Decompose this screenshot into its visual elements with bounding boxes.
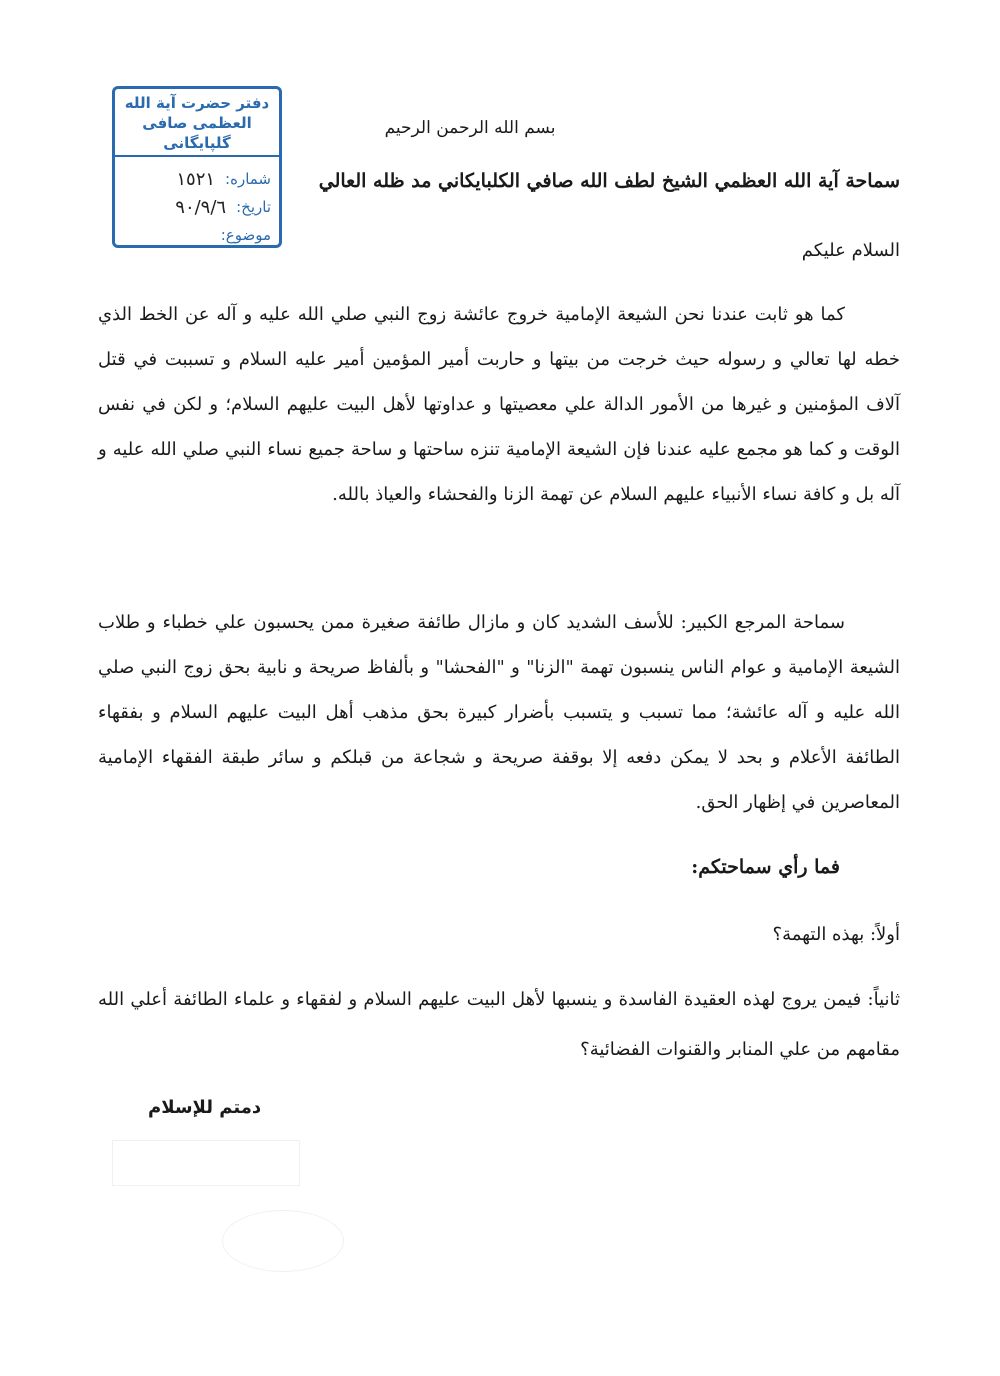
stamp-number-label: شماره: xyxy=(225,170,271,188)
stamp-number-value: ١٥٢١ xyxy=(176,168,216,190)
faint-seal xyxy=(222,1210,344,1272)
office-stamp xyxy=(112,86,282,248)
stamp-subject-label: موضوع: xyxy=(220,226,271,244)
paragraph-2: سماحة المرجع الكبير: للأسف الشديد كان و مازال طائفة صغيرة ممن يحسبون علي خطباء و طلاب الشيعة الإمامية و عوام الناس ينسبون تهمة "الزنا" و "الفحشا" و بألفاظ صريحة و نابية بحق زوج النبي صلي الله عليه و آله عائشة؛ مما تسبب و يتسبب بأضرار كبيرة بحق مذهب أهل البيت عليهم السلام و بفقهاء الطائفة الأعلام و بحد لا يمكن دفعه إلا بوقفة صريحة و شجاعة من قبلكم و سائر طبقة الفقهاء الإمامية المعاصرين في إظهار الحق. xyxy=(98,612,900,813)
stamp-date-value: ٩٠/٩/٦ xyxy=(175,196,227,218)
closing: دمتم للإسلام xyxy=(148,1097,262,1118)
stamp-title-line1: دفتر حضرت آية الله xyxy=(124,94,270,112)
greeting: السلام عليكم xyxy=(801,240,900,261)
recipient-line: سماحة آية الله العظمي الشيخ لطف الله صافي الكلبايكاني مد ظله العالي xyxy=(318,170,900,192)
stamp-header xyxy=(115,89,279,157)
question-heading: فما رأي سماحتكم: xyxy=(691,856,840,878)
paragraph-1: كما هو ثابت عندنا نحن الشيعة الإمامية خروج عائشة زوج النبي صلي الله عليه و آله عن الخط الذي خطه لها تعالي و رسوله حيث خرجت من بيتها و حاربت أمير المؤمين أمير عليه السلام و تسببت في قتل آلاف المؤمنين و غيرها من الأمور الدالة علي معصيتها و عداوتها لأهل البيت عليهم السلام؛ و لكن في نفس الوقت و كما هو مجمع عليه عندنا فإن الشيعة الإمامية تنزه ساحتها و ساحة جميع نساء النبي صلي الله عليه و آله بل و كافة نساء الأنبياء عليهم السلام عن تهمة الزنا والفحشاء والعياذ بالله. xyxy=(98,304,900,505)
question-2: ثانياً: فيمن يروج لهذه العقيدة الفاسدة و ينسبها لأهل البيت عليهم السلام و لفقهاء و علماء الطائفة أعلي الله مقامهم من علي المنابر والقنوات الفضائية؟ xyxy=(98,989,900,1060)
basmala: بسم الله الرحمن الرحيم xyxy=(384,118,556,138)
stamp-date-row xyxy=(115,193,279,221)
stamp-title-line2: العظمى صافى گلپايگانى xyxy=(142,114,252,152)
stamp-date-label: تاريخ: xyxy=(236,198,271,216)
question-1: أولاً: بهذه التهمة؟ xyxy=(772,924,900,945)
faint-mark xyxy=(112,1140,300,1186)
